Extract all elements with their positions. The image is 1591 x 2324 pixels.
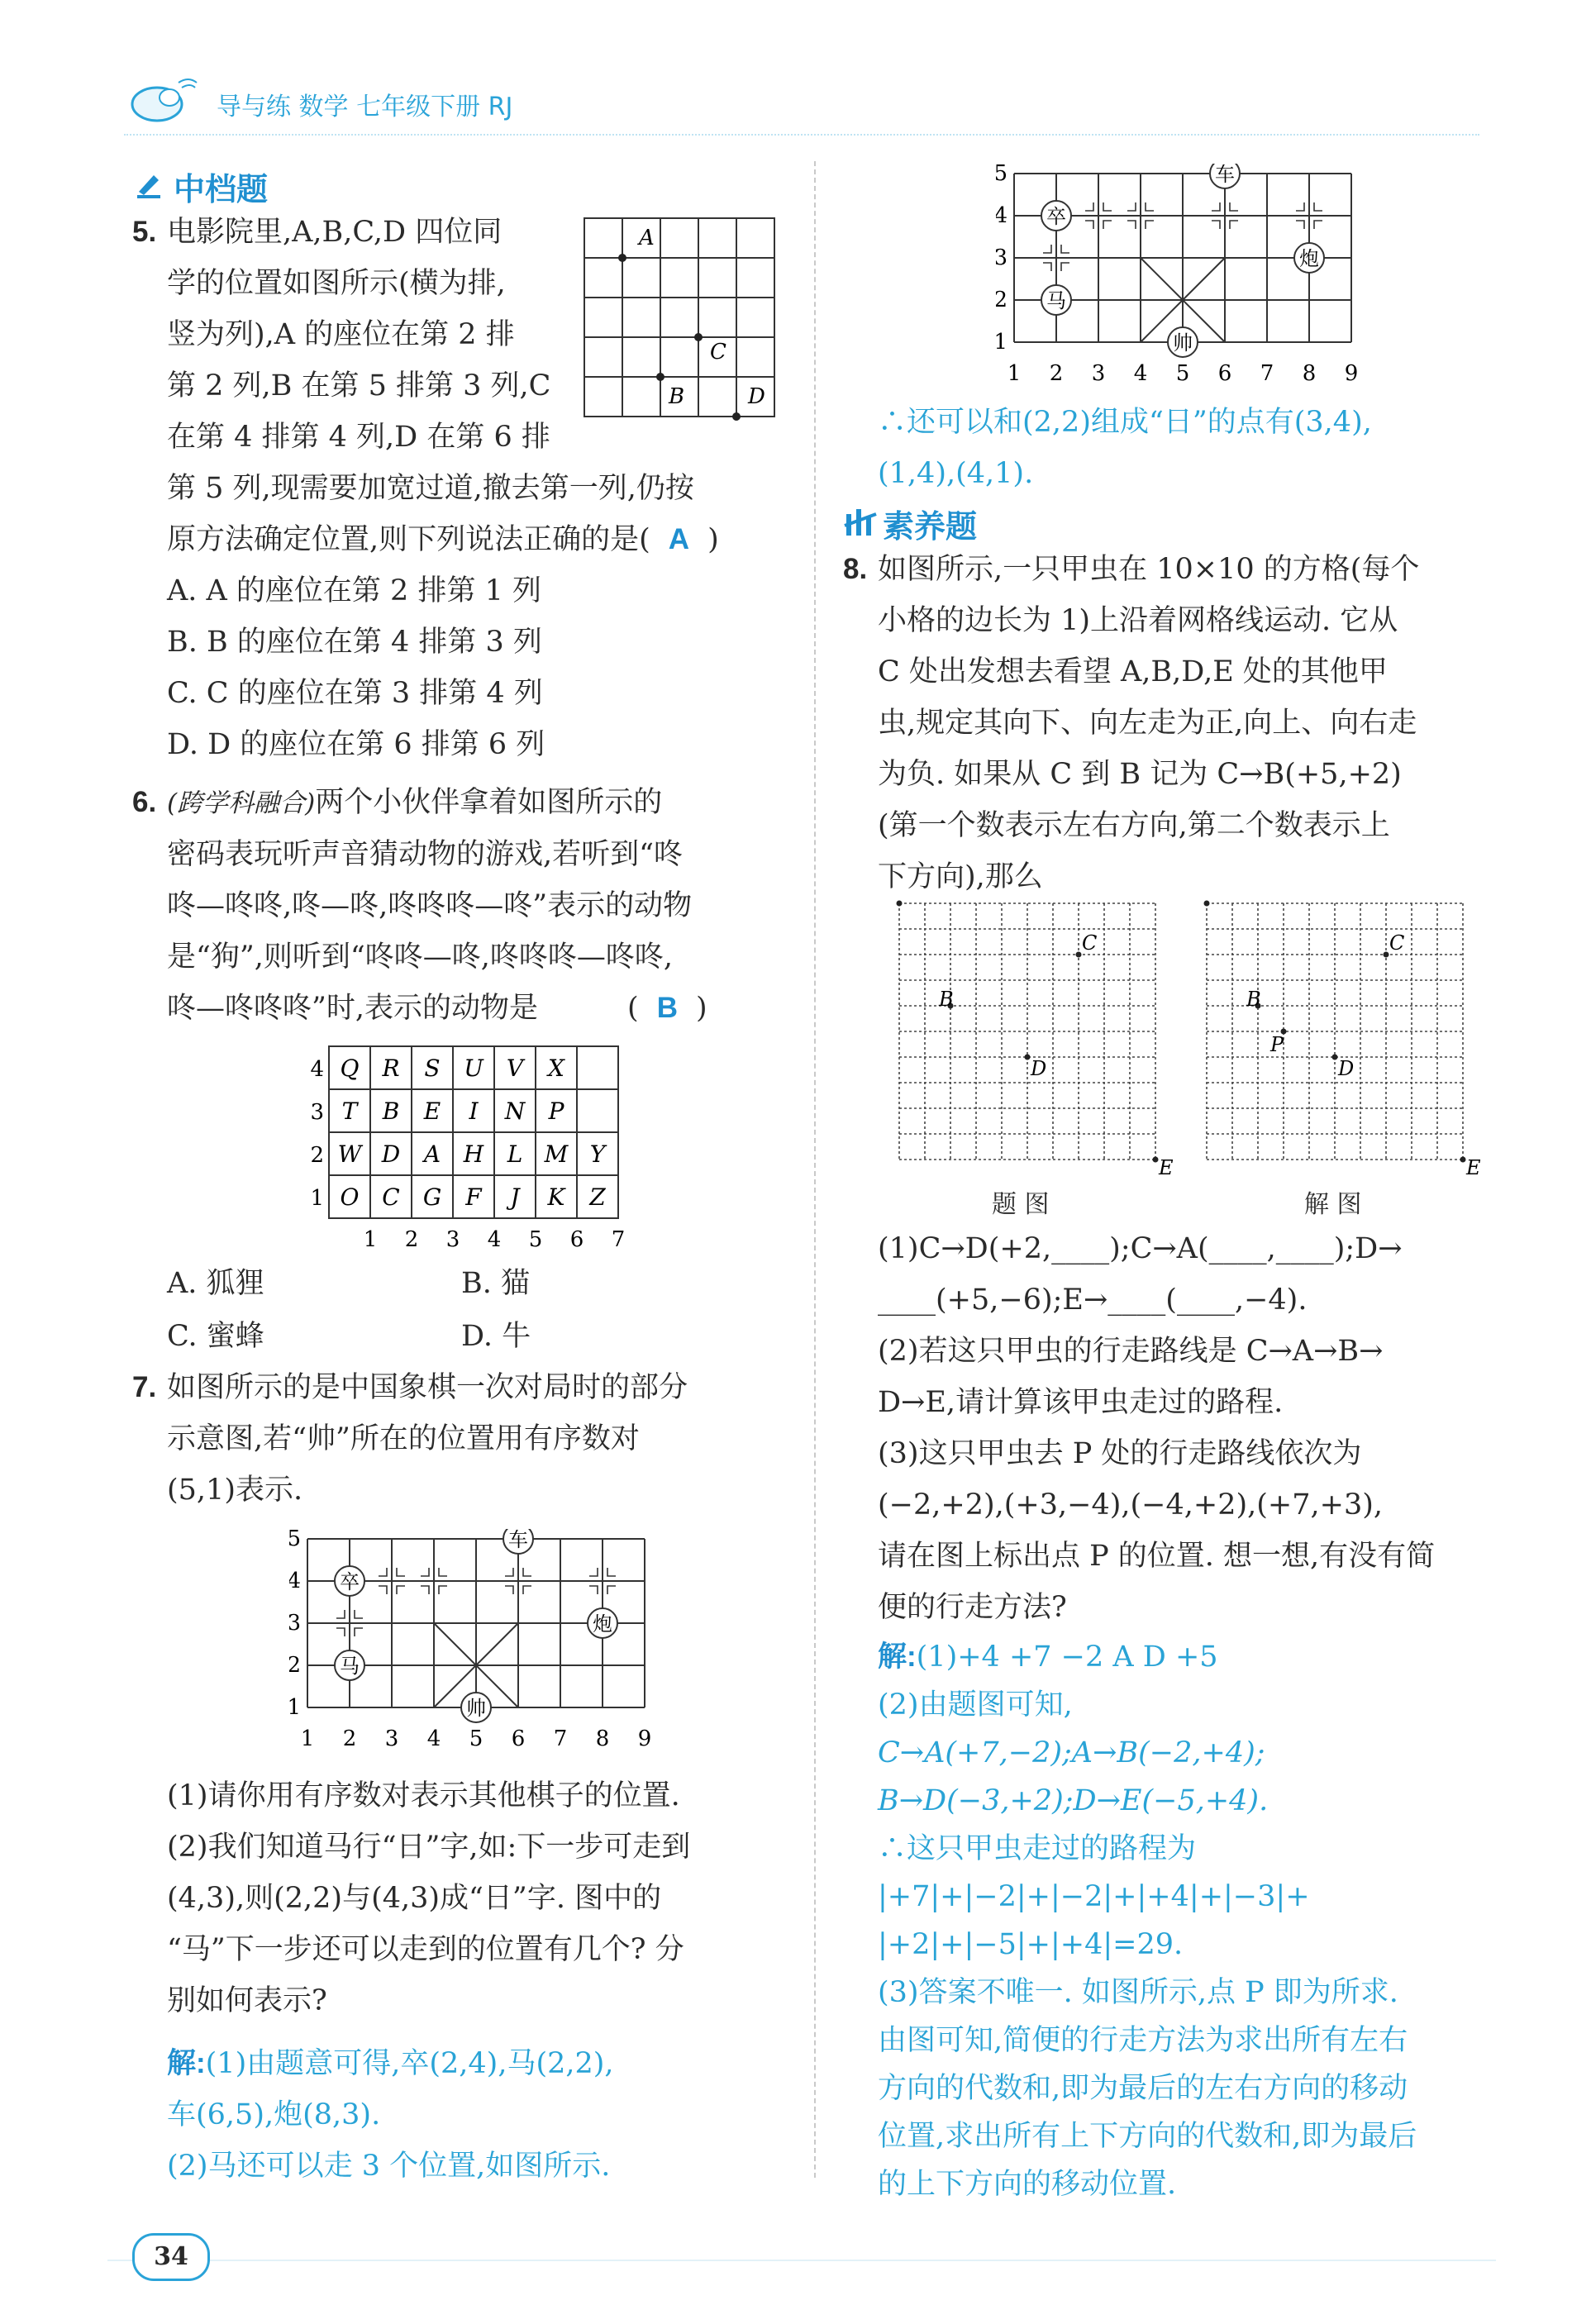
chess-x-label: 2: [342, 1726, 357, 1751]
seat-grid-figure: [583, 217, 781, 423]
q6-number: 6.: [132, 786, 157, 818]
q5-seat-grid: [583, 217, 781, 426]
q5-number: 5.: [132, 216, 157, 248]
code-col-label: 2: [404, 1227, 419, 1252]
chess-piece-label: 车: [1215, 164, 1235, 186]
grid-point: [1025, 1055, 1031, 1060]
q6-line: 密码表玩听声音猜动物的游戏,若听到“咚: [167, 838, 684, 871]
seat-label: C: [710, 340, 726, 364]
q8-sol-line: |+7|+|−2|+|−2|+|+4|+|−3|+: [878, 1880, 1310, 1913]
q7-part: 别如何表示?: [167, 1984, 327, 2017]
q8-sol-line: (2)由题图可知,: [878, 1688, 1073, 1722]
grid-point-label: C: [1082, 931, 1098, 955]
header-logo: [124, 76, 198, 126]
chess-piece-label: 炮: [1299, 247, 1319, 270]
chess-x-label: 4: [426, 1726, 441, 1751]
q5-options: [167, 565, 545, 770]
q5-answer: A: [668, 523, 690, 555]
grid-point-label: D: [1338, 1057, 1355, 1080]
chess-x-label: 5: [469, 1726, 483, 1751]
q5-line-with-answer: [167, 514, 719, 565]
q7-text: [167, 1362, 688, 1516]
q8-sol-line: (1)+4 +7 −2 A D +5: [916, 1641, 1218, 1674]
chess-y-label: 5: [996, 164, 1007, 186]
section-title-core: 素养题: [883, 508, 978, 545]
q8-text: [878, 544, 1419, 902]
q8-caption-question: 题 图: [992, 1190, 1050, 1219]
right-ans-line: (1,4),(4,1).: [878, 457, 1034, 490]
chess-piece-label: 帅: [466, 1697, 486, 1720]
q6-option: D. 牛: [461, 1320, 531, 1353]
q7-number: 7.: [132, 1371, 157, 1403]
q8-sol-line: C→A(+7,−2);A→B(−2,+4);: [878, 1736, 1265, 1769]
q8-sol-label: 解:: [878, 1641, 917, 1673]
code-cell: N: [504, 1098, 526, 1125]
right-top-answer: [878, 397, 1372, 499]
code-cell: L: [507, 1141, 523, 1168]
q5-option: C. C 的座位在第 3 排第 4 列: [167, 677, 543, 710]
code-col-label: 7: [611, 1227, 626, 1252]
q7-parts: [167, 1770, 690, 2026]
chess-piece-label: 炮: [593, 1612, 612, 1636]
code-col-label: 4: [487, 1227, 502, 1252]
q6-tag: (跨学科融合): [167, 788, 316, 818]
chess-x-label: 3: [1091, 361, 1106, 386]
code-col-label: 3: [445, 1227, 460, 1252]
grid-point: [1460, 1157, 1466, 1163]
q8-sol-line: 的上下方向的移动位置.: [878, 2168, 1177, 2201]
grid-point-label: D: [1031, 1057, 1047, 1080]
code-cell: E: [423, 1098, 441, 1125]
code-cell: F: [465, 1183, 482, 1211]
q7-sol-label: 解:: [167, 2047, 206, 2079]
chessboard-figure-answer: [996, 164, 1376, 403]
footer-rule: [107, 2260, 1496, 2261]
code-cell: I: [469, 1098, 479, 1125]
code-cell: K: [547, 1183, 565, 1211]
code-cell: Y: [589, 1141, 606, 1168]
seat-label: D: [748, 384, 765, 409]
chess-x-label: 2: [1049, 361, 1064, 386]
code-cell: C: [382, 1183, 400, 1211]
q6-paren-close: ): [695, 992, 707, 1025]
pencil-icon: [132, 169, 165, 202]
code-cell: P: [548, 1098, 564, 1125]
q8-part: D→E,请计算该甲虫走过的路程.: [878, 1386, 1284, 1419]
chess-x-label: 1: [1007, 361, 1022, 386]
q5-close: ): [707, 523, 719, 556]
grid-point: [1332, 1055, 1338, 1060]
q8-solution: [878, 1633, 1417, 2208]
q5-line: 在第 4 排第 4 列,D 在第 6 排: [167, 421, 550, 454]
code-cell: M: [544, 1141, 569, 1168]
q6-option: A. 狐狸: [167, 1267, 264, 1300]
column-divider: [814, 161, 816, 2178]
q6-line: 两个小伙伴拿着如图所示的: [315, 786, 663, 819]
section-icon-core: [843, 506, 879, 542]
q5-line: 第 5 列,现需要加宽过道,撤去第一列,仍按: [167, 472, 694, 505]
q5-option: B. B 的座位在第 4 排第 3 列: [167, 626, 542, 659]
q7-part: (1)请你用有序数对表示其他棋子的位置.: [167, 1779, 680, 1812]
right-ans-line: ∴还可以和(2,2)组成“日”的点有(3,4),: [878, 406, 1372, 439]
chess-x-label: 1: [300, 1726, 315, 1751]
q5-text-full: [167, 463, 719, 565]
grid-point: [897, 901, 903, 907]
code-cell: Z: [589, 1183, 606, 1211]
code-cell: A: [423, 1141, 441, 1168]
q6-line-with-answer: [167, 983, 707, 1034]
q5-option: D. D 的座位在第 6 排第 6 列: [167, 728, 545, 761]
code-cell: R: [382, 1055, 400, 1082]
logo-icon: [124, 76, 198, 126]
grid-point-label: E: [1159, 1156, 1174, 1179]
code-cell: D: [381, 1141, 401, 1168]
chess-y-label: 5: [289, 1529, 301, 1551]
q6-text: [167, 777, 707, 1034]
q8-line: 下方向),那么: [878, 860, 1043, 893]
code-row-label: 3: [310, 1100, 324, 1125]
bars-icon: [843, 506, 879, 539]
q8-part: 便的行走方法?: [878, 1591, 1067, 1624]
section-icon: [132, 169, 165, 205]
code-cell: W: [337, 1141, 362, 1168]
grid-point-label: [1200, 888, 1216, 893]
q8-sol-line: 位置,求出所有上下方向的代数和,即为最后: [878, 2120, 1417, 2153]
code-col-label: 1: [363, 1227, 378, 1252]
beetle-grid-question: [883, 888, 1180, 1186]
q6-option: B. 猫: [461, 1267, 530, 1300]
q8-part: (2)若这只甲虫的行走路线是 C→A→B→: [878, 1335, 1384, 1368]
q6-answer: B: [656, 992, 678, 1024]
q7-part: “马”下一步还可以走到的位置有几个? 分: [167, 1933, 684, 1966]
q8-part: (3)这只甲虫去 P 处的行走路线依次为: [878, 1437, 1362, 1470]
code-cell: T: [341, 1098, 358, 1125]
seat-d-dot: [732, 412, 741, 421]
grid-point: [1384, 952, 1389, 958]
q8-line: 小格的边长为 1)上沿着网格线运动. 它从: [878, 604, 1398, 637]
code-cell: V: [506, 1055, 524, 1082]
chess-x-label: 6: [511, 1726, 526, 1751]
chess-x-label: 3: [384, 1726, 399, 1751]
chess-y-label: 4: [289, 1569, 301, 1593]
chess-x-label: 7: [553, 1726, 568, 1751]
chess-x-label: 8: [1302, 361, 1317, 386]
seat-label: A: [639, 226, 655, 250]
chess-x-label: 7: [1260, 361, 1274, 386]
q5-line: 电影院里,A,B,C,D 四位同: [167, 216, 503, 249]
q8-parts: [878, 1223, 1435, 1633]
grid-point: [1076, 952, 1082, 958]
chess-x-label: 9: [637, 1726, 652, 1751]
code-cell: X: [548, 1055, 564, 1082]
chess-x-label: 4: [1133, 361, 1148, 386]
q7-solution: [167, 2038, 614, 2192]
q8-sol-line: 由图可知,简便的行走方法为求出所有左右: [878, 2024, 1408, 2057]
chess-y-label: 3: [289, 1611, 301, 1636]
q8-line: 如图所示,一只甲虫在 10×10 的方格(每个: [878, 553, 1420, 586]
code-col-label: 5: [528, 1227, 543, 1252]
q8-number: 8.: [843, 553, 868, 585]
q5-line: 第 2 列,B 在第 5 排第 3 列,C: [167, 369, 551, 402]
chess-y-label: 1: [996, 330, 1007, 355]
grid-point-label: P: [1270, 1033, 1284, 1056]
q6-code-table: [307, 1043, 638, 1261]
beetle-grid-solution: [1190, 888, 1488, 1186]
code-cell: G: [422, 1183, 442, 1211]
chess-x-label: 6: [1217, 361, 1232, 386]
seat-b-dot: [656, 373, 665, 381]
code-cell: J: [510, 1183, 520, 1211]
q7-part: (2)我们知道马行“日”字,如:下一步可走到: [167, 1831, 691, 1864]
chess-piece-label: 车: [508, 1529, 528, 1551]
code-table-figure: [307, 1043, 638, 1258]
grid-point-label: [893, 888, 908, 893]
right-chess-figure: [996, 164, 1376, 407]
q8-sol-line: ∴这只甲虫走过的路程为: [878, 1832, 1197, 1865]
q6-option: C. 蜜蜂: [167, 1320, 264, 1353]
q8-grid-solution: [1190, 888, 1488, 1189]
q5-line: 竖为列),A 的座位在第 2 排: [167, 318, 515, 351]
seat-a-dot: [618, 254, 626, 262]
grid-point-label: E: [1466, 1156, 1481, 1179]
code-cell: H: [463, 1141, 484, 1168]
q8-caption-solution: 解 图: [1304, 1190, 1362, 1219]
q8-line: 虫,规定其向下、向左走为正,向上、向右走: [878, 707, 1417, 740]
q8-part: (1)C→D(+2,____);C→A(____,____);D→: [878, 1232, 1403, 1265]
code-row-label: 1: [310, 1186, 324, 1211]
q8-sol-line: B→D(−3,+2);D→E(−5,+4).: [878, 1784, 1269, 1817]
q6-paren-open: (: [627, 992, 639, 1025]
seat-label: B: [669, 384, 685, 409]
q7-line: (5,1)表示.: [167, 1474, 303, 1507]
chess-piece-label: 马: [1046, 289, 1066, 312]
chess-x-label: 8: [595, 1726, 610, 1751]
q5-line: 原方法确定位置,则下列说法正确的是(: [167, 523, 650, 556]
q7-sol-line: (1)由题意可得,卒(2,4),马(2,2),: [205, 2047, 614, 2080]
code-cell: Q: [340, 1055, 360, 1082]
q8-sol-line: 方向的代数和,即为最后的左右方向的移动: [878, 2072, 1408, 2105]
header-title: 导与练 数学 七年级下册 RJ: [217, 93, 513, 121]
header-rule: [124, 134, 1479, 136]
code-row-label: 4: [310, 1057, 324, 1082]
page-number: 34: [154, 2242, 188, 2271]
q6-line: 咚—咚咚咚”时,表示的动物是: [167, 992, 539, 1025]
chess-y-label: 4: [996, 203, 1007, 228]
code-row-label: 2: [310, 1143, 324, 1168]
code-cell: O: [340, 1183, 360, 1211]
q8-part: (−2,+2),(+3,−4),(−4,+2),(+7,+3),: [878, 1488, 1383, 1522]
q8-sol-line: (3)答案不唯一. 如图所示,点 P 即为所求.: [878, 1976, 1398, 2009]
seat-c-dot: [694, 333, 703, 341]
q6-first-line: [167, 777, 707, 829]
q8-line: (第一个数表示左右方向,第二个数表示上: [878, 809, 1390, 842]
code-cell: U: [464, 1055, 483, 1082]
chess-piece-label: 卒: [340, 1570, 360, 1593]
q5-text: [167, 207, 550, 463]
chessboard-figure: [289, 1529, 669, 1769]
q8-part: ____(+5,−6);E→____(____,−4).: [878, 1283, 1308, 1317]
q8-sol-line: |+2|+|−5|+|+4|=29.: [878, 1928, 1184, 1961]
grid-point-label: B: [939, 988, 954, 1011]
q7-chess-figure: [289, 1529, 669, 1772]
q7-sol-line: (2)马还可以走 3 个位置,如图所示.: [167, 2150, 611, 2183]
code-col-label: 6: [569, 1227, 584, 1252]
chess-piece-label: 马: [340, 1655, 360, 1678]
chess-piece-label: 帅: [1173, 331, 1193, 355]
q8-grid-question: [883, 888, 1180, 1189]
chess-y-label: 2: [289, 1653, 301, 1678]
q7-part: (4,3),则(2,2)与(4,3)成“日”字. 图中的: [167, 1882, 662, 1915]
chess-y-label: 3: [996, 245, 1007, 270]
q8-line: 为负. 如果从 C 到 B 记为 C→B(+5,+2): [878, 758, 1402, 791]
q7-line: 如图所示的是中国象棋一次对局时的部分: [167, 1371, 688, 1404]
grid-point: [1204, 901, 1210, 907]
page-number-badge: [132, 2233, 210, 2281]
q7-sol-first: [167, 2038, 614, 2089]
chess-y-label: 1: [289, 1695, 301, 1720]
chess-x-label: 5: [1175, 361, 1190, 386]
q5-line: 学的位置如图所示(横为排,: [167, 267, 506, 300]
chess-y-label: 2: [996, 288, 1007, 312]
q6-line: 是“狗”,则听到“咚咚—咚,咚咚咚—咚咚,: [167, 941, 674, 974]
q8-part: 请在图上标出点 P 的位置. 想一想,有没有简: [878, 1540, 1436, 1573]
section-title-medium: 中档题: [174, 171, 269, 207]
chess-x-label: 9: [1344, 361, 1359, 386]
chess-piece-label: 卒: [1046, 205, 1066, 228]
q7-sol-line: 车(6,5),炮(8,3).: [167, 2098, 381, 2131]
code-cell: S: [424, 1055, 441, 1082]
q5-option: A. A 的座位在第 2 排第 1 列: [167, 574, 541, 607]
grid-point-label: B: [1246, 988, 1261, 1011]
q8-line: C 处出发想去看望 A,B,D,E 处的其他甲: [878, 655, 1388, 688]
grid-point: [1153, 1157, 1159, 1163]
q6-line: 咚—咚咚,咚—咚,咚咚咚—咚”表示的动物: [167, 889, 693, 922]
q7-line: 示意图,若“帅”所在的位置用有序数对: [167, 1422, 640, 1455]
code-cell: B: [382, 1098, 400, 1125]
grid-point-label: C: [1389, 931, 1405, 955]
q8-sol-first: [878, 1633, 1417, 1681]
